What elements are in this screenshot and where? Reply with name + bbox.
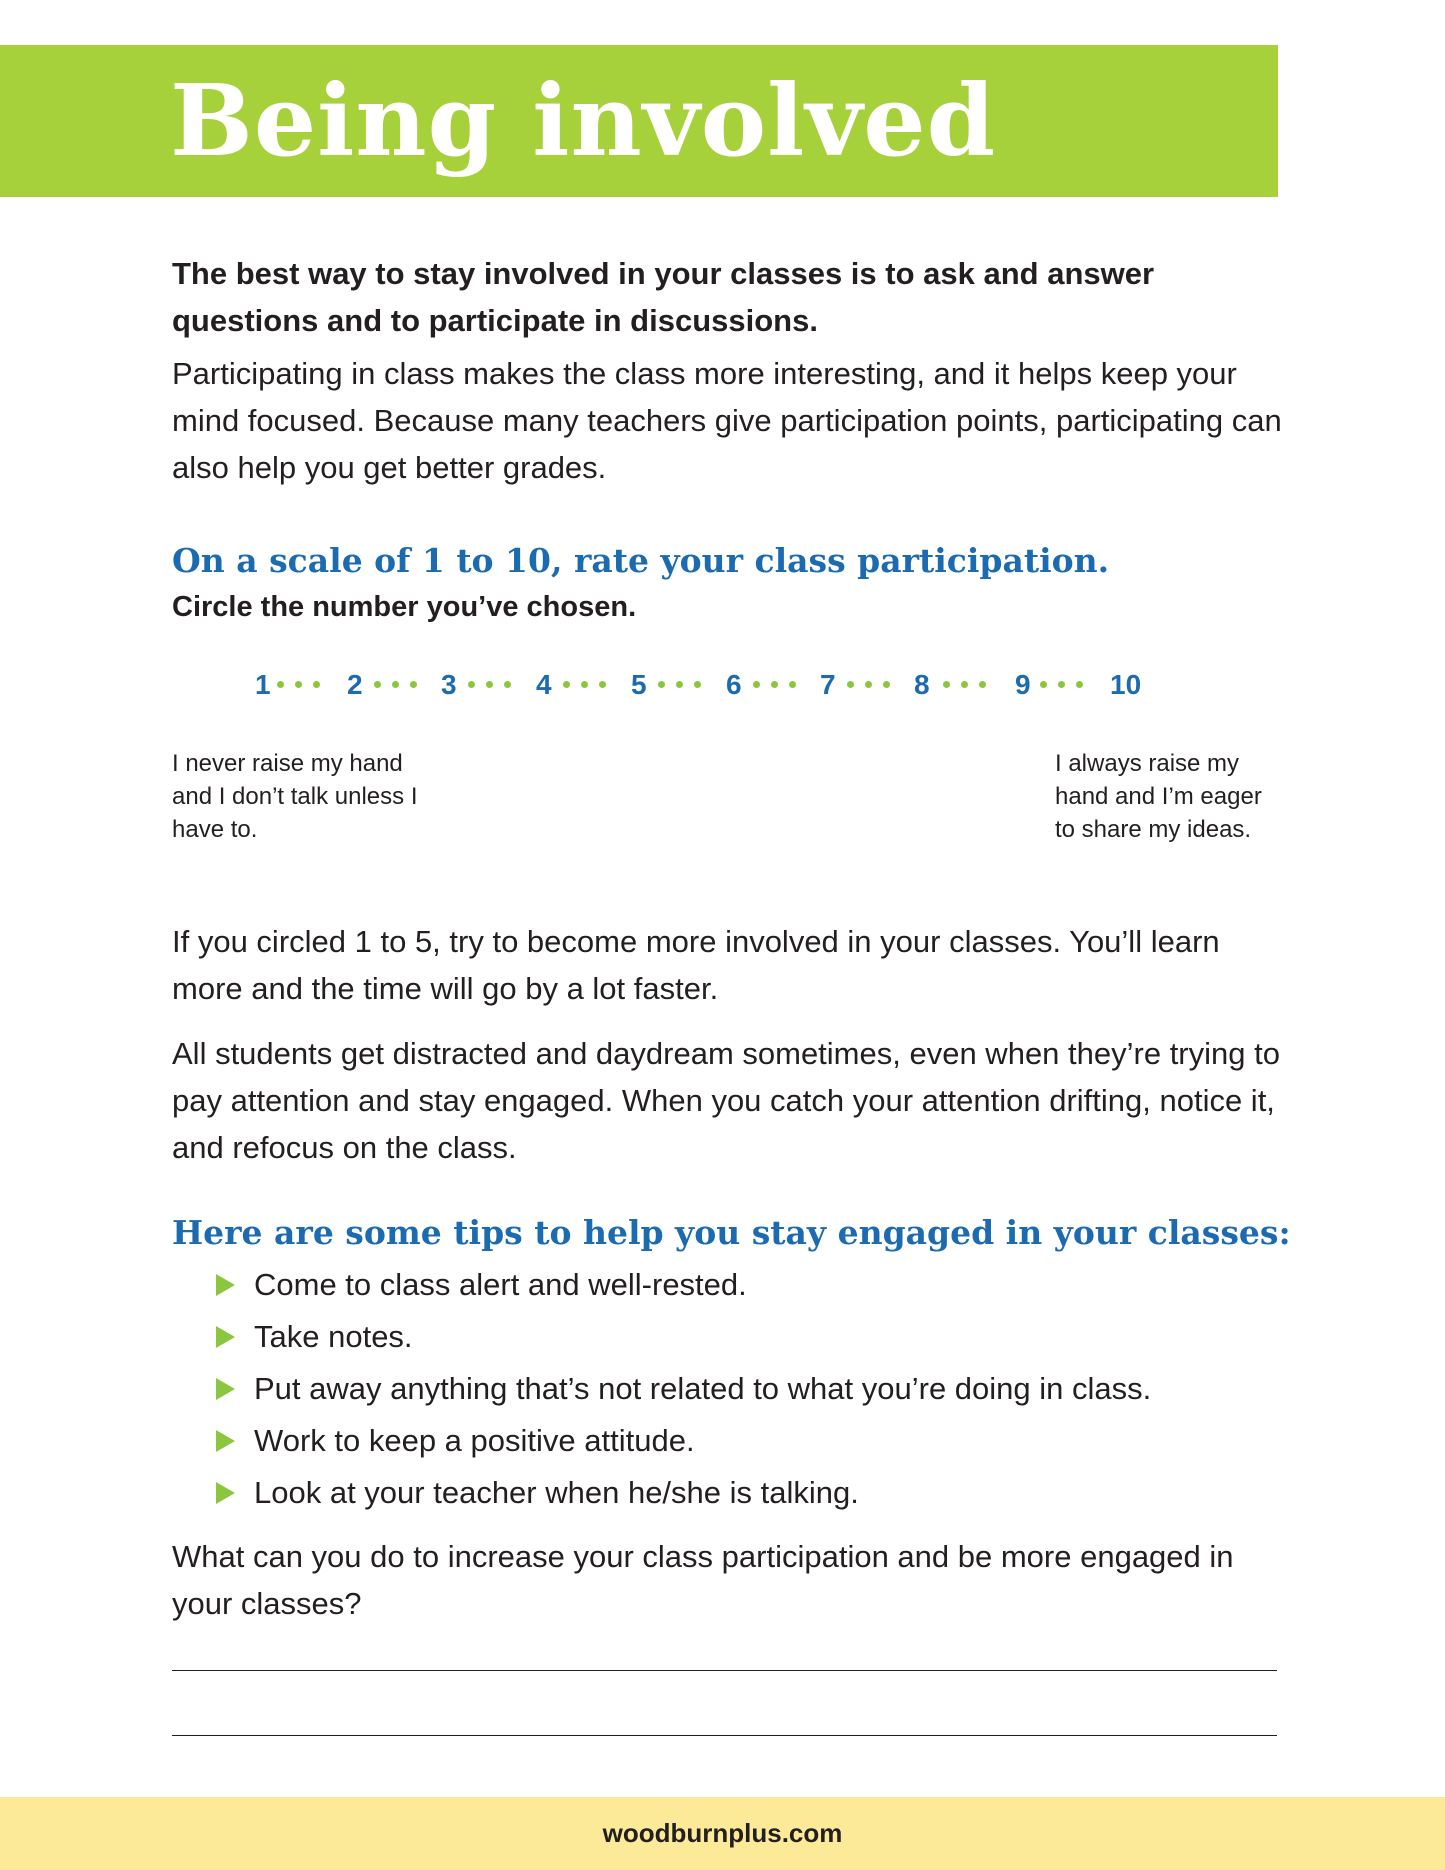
scale-number-6[interactable]: 6 xyxy=(726,669,742,700)
scale-dot xyxy=(883,681,890,688)
scale-number-2[interactable]: 2 xyxy=(347,669,363,700)
page-title: Being involved xyxy=(170,64,997,179)
scale-dot xyxy=(410,681,417,688)
scale-dot xyxy=(1040,681,1047,688)
scale-dot xyxy=(504,681,511,688)
advice-section xyxy=(172,918,1291,1627)
scale-dot xyxy=(392,681,399,688)
tip-text: Put away anything that’s not related to what you’re doing in class. xyxy=(254,1371,1152,1406)
tips-list xyxy=(172,1259,1282,1519)
scale-number-5[interactable]: 5 xyxy=(631,669,647,700)
scale-dot xyxy=(943,681,950,688)
scale-dot xyxy=(599,681,606,688)
answer-line-2[interactable] xyxy=(172,1735,1277,1736)
scale-dot xyxy=(313,681,320,688)
footer-website: woodburnplus.com xyxy=(602,1818,843,1848)
scale-dot xyxy=(374,681,381,688)
tips-heading: Here are some tips to help you stay engaged in your classes: xyxy=(172,1213,1291,1252)
scale-number-1[interactable]: 1 xyxy=(255,669,271,700)
intro-lead: The best way to stay involved in your classes is to ask and answer questions and to participate in discussions. xyxy=(172,256,1155,338)
tip-text: Take notes. xyxy=(254,1319,413,1354)
scale-low-label: I never raise my hand and I don’t talk unless I have to. xyxy=(172,750,418,843)
scale-number-9[interactable]: 9 xyxy=(1015,669,1031,700)
list-item xyxy=(216,1259,1282,1311)
scale-dot xyxy=(581,681,588,688)
play-arrow-icon xyxy=(216,1274,235,1296)
scale-dot xyxy=(1058,681,1065,688)
tip-text: Work to keep a positive attitude. xyxy=(254,1423,695,1458)
scale-dot xyxy=(295,681,302,688)
answer-line-1[interactable] xyxy=(172,1670,1277,1671)
scale-number-4[interactable]: 4 xyxy=(536,669,552,700)
rating-heading: On a scale of 1 to 10, rate your class participation. xyxy=(172,541,1110,580)
scale-dot xyxy=(961,681,968,688)
tip-text: Come to class alert and well-rested. xyxy=(254,1267,747,1302)
scale-high-label: I always raise my hand and I’m eager to share my ideas. xyxy=(1055,750,1262,843)
scale-dot xyxy=(847,681,854,688)
scale-dot xyxy=(789,681,796,688)
advice-paragraph-1: If you circled 1 to 5, try to become more involved in your classes. You’ll learn more and the time will go by a lot faster. xyxy=(172,924,1220,1006)
advice-paragraph-2: All students get distracted and daydream sometimes, even when they’re trying to pay attention and stay engaged. When you catch your attention drifting, notice it, and refocus on the class. xyxy=(172,1036,1280,1165)
play-arrow-icon xyxy=(216,1326,235,1348)
list-item xyxy=(216,1467,1282,1519)
reflection-question: What can you do to increase your class participation and be more engaged in your classes? xyxy=(172,1539,1234,1621)
scale-dot xyxy=(277,681,284,688)
scale-number-7[interactable]: 7 xyxy=(820,669,836,700)
scale-dot xyxy=(1076,681,1083,688)
list-item xyxy=(216,1311,1282,1363)
scale-dot xyxy=(771,681,778,688)
scale-dot xyxy=(865,681,872,688)
scale-number-10[interactable]: 10 xyxy=(1110,669,1142,700)
intro-section xyxy=(172,250,1282,629)
scale-dot xyxy=(979,681,986,688)
footer-bar xyxy=(0,1797,1445,1870)
intro-body: Participating in class makes the class more interesting, and it helps keep your mind focused. Because many teachers give participation points, participating can also help you get better grades. xyxy=(172,356,1282,485)
scale-dot xyxy=(694,681,701,688)
scale-dot xyxy=(658,681,665,688)
list-item xyxy=(216,1363,1282,1415)
rating-instruction: Circle the number you’ve chosen. xyxy=(172,591,637,623)
rating-scale xyxy=(255,665,1155,705)
play-arrow-icon xyxy=(216,1378,235,1400)
play-arrow-icon xyxy=(216,1482,235,1504)
scale-dot xyxy=(563,681,570,688)
list-item xyxy=(216,1415,1282,1467)
scale-dot xyxy=(468,681,475,688)
scale-number-8[interactable]: 8 xyxy=(914,669,930,700)
tip-text: Look at your teacher when he/she is talking. xyxy=(254,1475,859,1510)
scale-dot xyxy=(486,681,493,688)
scale-dot xyxy=(676,681,683,688)
scale-dot xyxy=(753,681,760,688)
scale-number-3[interactable]: 3 xyxy=(441,669,457,700)
play-arrow-icon xyxy=(216,1430,235,1452)
